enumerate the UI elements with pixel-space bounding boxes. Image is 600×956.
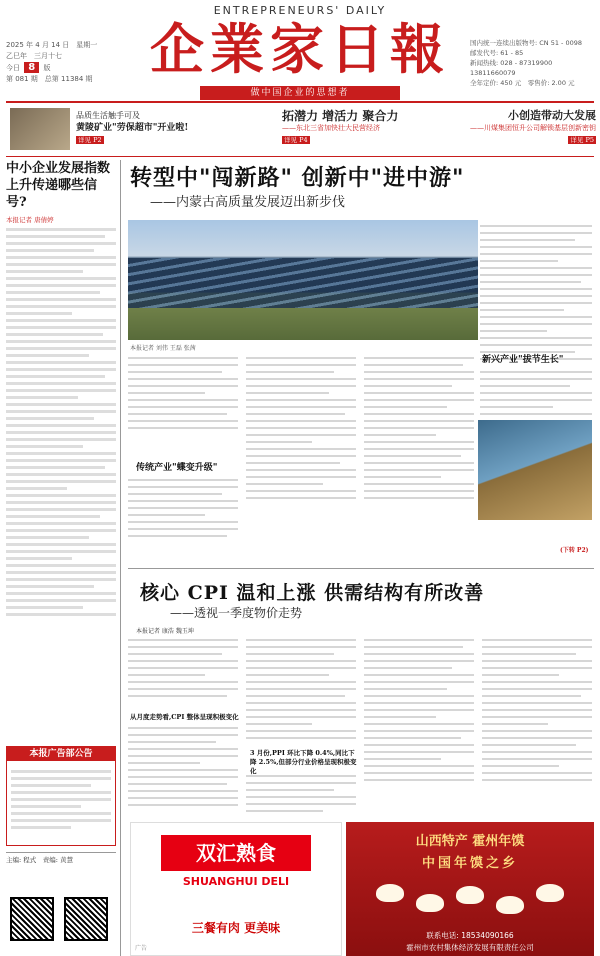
- steamed-bun-icon: [376, 884, 404, 902]
- teaser-tag: 详见 P2: [78, 136, 102, 144]
- second-body-col3: [364, 634, 474, 786]
- teaser-headline: 黄陵矿业"劳保超市"开业啦!: [76, 123, 189, 133]
- lead-body-col2: [246, 352, 356, 504]
- teaser-title: 拓潜力 增活力 聚合力: [282, 109, 399, 123]
- teaser-bar: [0, 104, 600, 156]
- left-article-body: [6, 228, 116, 616]
- second-body-col4: [482, 634, 592, 786]
- ad-label: 广告: [135, 945, 148, 952]
- phone: 13811660079: [470, 69, 516, 77]
- lead-body-right: [480, 220, 592, 365]
- issue-pages: 8: [24, 62, 39, 73]
- second-headline[interactable]: 核心 CPI 温和上涨 供需结构有所改善: [140, 582, 485, 604]
- shanxi-ad[interactable]: [346, 822, 594, 956]
- teaser-item[interactable]: [76, 110, 246, 146]
- section-heading: 新兴产业"拔节生长": [482, 355, 564, 365]
- shuanghui-slogan: 三餐有肉 更美味: [191, 921, 281, 935]
- steamed-bun-icon: [456, 886, 484, 904]
- teaser-divider: [6, 156, 594, 157]
- ad-notice-box: [6, 746, 116, 846]
- english-name: ENTREPRENEURS' DAILY: [213, 4, 387, 17]
- lead-body-col1b: [128, 474, 238, 542]
- hotline: 新闻热线: 028 - 87319900: [470, 59, 553, 67]
- qr-code-icon[interactable]: [64, 897, 108, 941]
- price: 全年定价: 450 元 零售价: 2.00 元: [470, 79, 575, 87]
- solar-farm-photo: [128, 220, 478, 340]
- teaser-headline: ——川煤集团恒升公司解锁基层创新密钥: [470, 124, 596, 132]
- left-article-author: 本报记者 唐倩婷: [6, 216, 54, 224]
- teaser-headline: ——东北三省加快壮大民营经济: [282, 124, 380, 132]
- masthead: [0, 0, 600, 102]
- slogan: 做中国企业的思想者: [200, 86, 400, 100]
- editor-credit: 主编: 程式 责编: 黄慧: [6, 856, 74, 864]
- issue-date: 2025 年 4 月 14 日 星期一: [6, 41, 98, 49]
- section-heading: 从月度走势看,CPI 整体呈现积极变化: [130, 713, 239, 721]
- lead-body-col3: [364, 352, 474, 504]
- page-count: [6, 62, 156, 74]
- teaser-title: 小创造带动大发展: [508, 109, 596, 122]
- lunar-date: 乙巳年 三月十七: [6, 52, 62, 60]
- shanxi-ad-title: 山西特产 霍州年馍: [415, 834, 525, 849]
- newspaper-title: 企業家日報: [150, 17, 450, 81]
- column-rule: [120, 160, 121, 956]
- industry-photo: [478, 420, 592, 520]
- serial-number: 第 081 期 总第 11384 期: [6, 75, 93, 83]
- second-body-col1b: [128, 722, 238, 811]
- qr-code-area: [6, 852, 116, 952]
- issue-unit: 版: [43, 64, 51, 72]
- continued-notice[interactable]: (下转 P2): [560, 547, 589, 554]
- second-subheadline: ——透视一季度物价走势: [170, 606, 303, 620]
- steamed-bun-icon: [536, 884, 564, 902]
- second-author: 本报记者 康浩 魏玉坤: [136, 628, 194, 635]
- steamed-bun-icon: [496, 896, 524, 914]
- shanxi-ad-contact: 联系电话: 18534090166: [426, 931, 514, 940]
- second-body-col2: [246, 634, 356, 744]
- teaser-tag: 详见 P5: [570, 136, 594, 144]
- left-article-title[interactable]: 中小企业发展指数上升传递哪些信号?: [6, 161, 111, 210]
- masthead-rule: [6, 101, 594, 103]
- lead-body-col1: [128, 352, 238, 434]
- photo-caption: 本报记者 刘伟 王磊 张茜: [130, 345, 196, 352]
- issue-label: 今日: [6, 64, 20, 72]
- teaser-item[interactable]: [416, 110, 596, 146]
- issue-meta: [6, 40, 156, 85]
- teaser-tag: 详见 P4: [284, 136, 308, 144]
- section-divider: [128, 568, 594, 569]
- shuanghui-english: SHUANGHUI DELI: [182, 875, 290, 888]
- shuanghui-logo: 双汇熟食: [161, 835, 311, 871]
- lead-subheadline: ——内蒙古高质量发展迈出新步伐: [150, 195, 346, 210]
- teaser-photo: [10, 108, 70, 150]
- section-heading: 3 月份,PPI 环比下降 0.4%,同比下降 2.5%,但部分行业价格呈现积极变化: [250, 749, 357, 775]
- second-body-col2b: [246, 770, 356, 817]
- section-heading: 传统产业"蝶变升级": [136, 463, 218, 473]
- teaser-title: 品质生活触手可及: [76, 111, 140, 120]
- lead-headline[interactable]: 转型中"闯新路" 创新中"进中游": [130, 165, 465, 191]
- lead-body-right-2: [480, 366, 592, 427]
- second-body-col1: [128, 634, 238, 702]
- ad-notice-title: 本报广告部公告: [7, 747, 115, 761]
- publication-info: [470, 38, 596, 88]
- shanxi-ad-subtitle: 中国年馍之乡: [421, 856, 518, 871]
- shanxi-ad-company: 霍州市农村集体经济发展有限责任公司: [406, 943, 534, 952]
- cn-code: 国内统一连续出版物号: CN 51 - 0098: [470, 39, 583, 47]
- qr-code-icon[interactable]: [10, 897, 54, 941]
- post-code: 邮发代号: 61 - 85: [470, 49, 524, 57]
- shuanghui-ad[interactable]: [130, 822, 342, 956]
- steamed-bun-icon: [416, 894, 444, 912]
- left-column: [6, 160, 116, 956]
